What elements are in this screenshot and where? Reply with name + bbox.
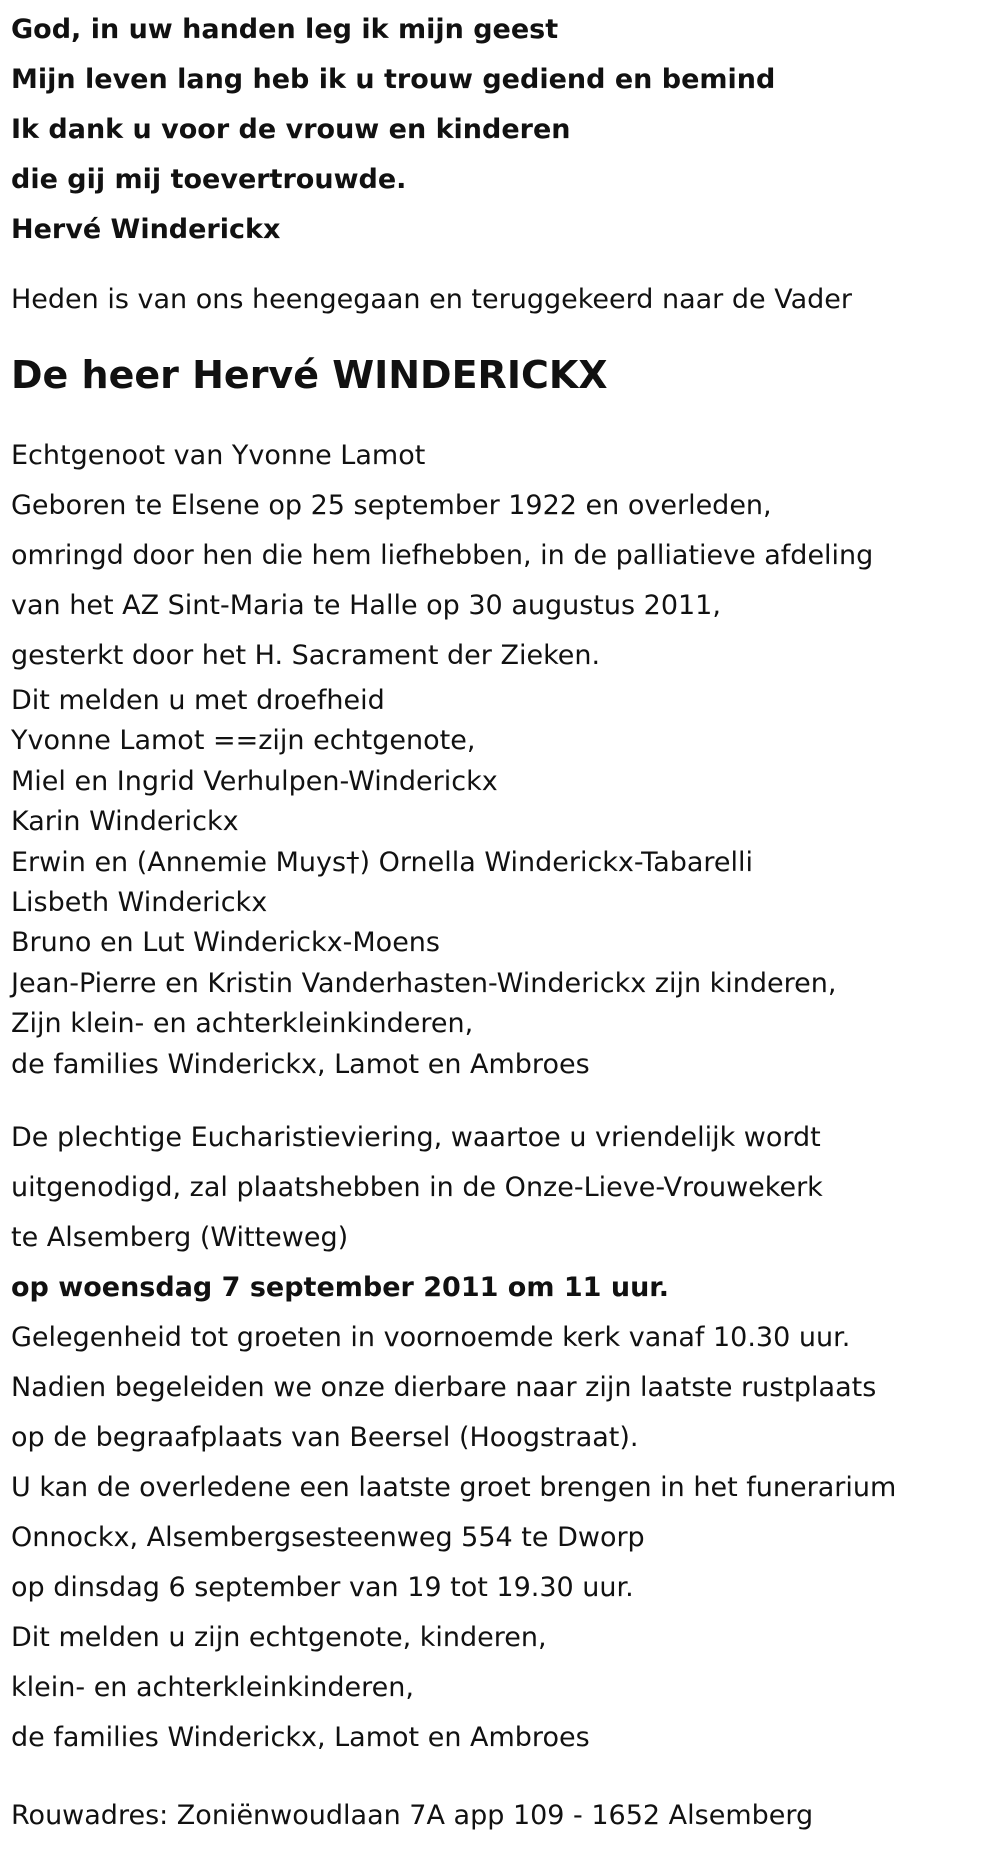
poem-line: Mijn leven lang heb ik u trouw gediend en bemind [11, 64, 776, 95]
ceremony-block [11, 1113, 1000, 1763]
family-line: Erwin en (Annemie Muys†) Ornella Winderickx-Tabarelli [11, 846, 754, 878]
after-line: de families Winderickx, Lamot en Ambroes [11, 1721, 590, 1753]
after-line: Nadien begeleiden we onze dierbare naar zijn laatste rustplaats [11, 1371, 877, 1403]
ceremony-date: op woensdag 7 september 2011 om 11 uur. [11, 1271, 670, 1303]
family-line: de families Winderickx, Lamot en Ambroes [11, 1048, 590, 1080]
family-line: Dit melden u met droefheid [11, 685, 385, 716]
after-line: klein- en achterkleinkinderen, [11, 1671, 414, 1703]
poem-line: Ik dank u voor de vrouw en kinderen [11, 114, 571, 145]
ceremony-line: De plechtige Eucharistieviering, waartoe u vriendelijk wordt [11, 1121, 821, 1153]
family-line: Karin Winderickx [11, 806, 239, 838]
details-block [11, 431, 1000, 681]
ceremony-line: uitgenodigd, zal plaatshebben in de Onze-Lieve-Vrouwekerk [11, 1171, 823, 1203]
poem-signature: Hervé Winderickx [11, 214, 281, 245]
detail-line: omringd door hen die hem liefhebben, in de palliatieve afdeling [11, 540, 874, 571]
family-line: Yvonne Lamot ==zijn echtgenote, [11, 725, 476, 757]
poem-line: God, in uw handen leg ik mijn geest [11, 14, 559, 45]
deceased-name: De heer Hervé WINDERICKX [11, 353, 608, 397]
detail-line: Geboren te Elsene op 25 september 1922 en overleden, [11, 490, 772, 521]
after-line: op dinsdag 6 september van 19 tot 19.30 uur. [11, 1571, 634, 1603]
family-line: Bruno en Lut Winderickx-Moens [11, 927, 440, 959]
after-line: Onnockx, Alsembergsesteenweg 554 te Dworp [11, 1521, 645, 1553]
poem-line: die gij mij toevertrouwde. [11, 164, 407, 195]
mourning-address: Rouwadres: Zoniënwoudlaan 7A app 109 - 1652 Alsemberg [11, 1799, 814, 1831]
poem-block [11, 0, 1000, 255]
family-line: Zijn klein- en achterkleinkinderen, [11, 1008, 474, 1040]
ceremony-line: te Alsemberg (Witteweg) [11, 1221, 349, 1253]
detail-line: Echtgenoot van Yvonne Lamot [11, 440, 426, 471]
after-line: Gelegenheid tot groeten in voornoemde kerk vanaf 10.30 uur. [11, 1321, 851, 1353]
after-line: U kan de overledene een laatste groet brengen in het funerarium [11, 1471, 897, 1503]
after-line: Dit melden u zijn echtgenote, kinderen, [11, 1621, 547, 1653]
family-line: Lisbeth Winderickx [11, 886, 268, 918]
after-line: op de begraafplaats van Beersel (Hoogstraat). [11, 1421, 639, 1453]
detail-line: gesterkt door het H. Sacrament der Zieken. [11, 640, 601, 671]
family-line: Miel en Ingrid Verhulpen-Winderickx [11, 765, 498, 797]
family-block [11, 681, 1000, 1085]
address-block [11, 1791, 1000, 1841]
family-line: Jean-Pierre en Kristin Vanderhasten-Winderickx zijn kinderen, [11, 967, 837, 999]
intro-text: Heden is van ons heengegaan en teruggekeerd naar de Vader [11, 284, 852, 315]
detail-line: van het AZ Sint-Maria te Halle op 30 augustus 2011, [11, 590, 721, 621]
